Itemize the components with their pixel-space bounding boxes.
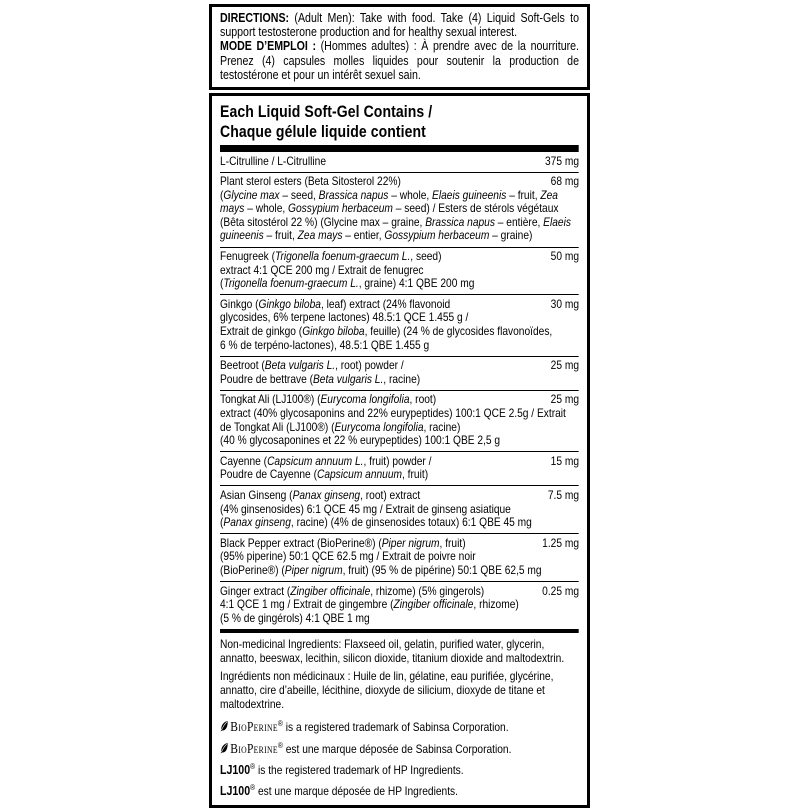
ingredient-first-line [220,250,579,264]
ingredient-line: (40 % glycosaponines et 22 % eurypeptides) 100:1 QBE 2,5 g [220,433,501,448]
ingredient-row [220,582,579,630]
directions-fr [220,39,579,82]
ingredient-line: (BioPerine®) (Piper nigrum, fruit) (95 % de pipérine) 50:1 QBE 62,5 mg [220,562,542,577]
ingredient-row [220,452,579,486]
ingredient-first-line [220,585,579,599]
ingredient-name: Tongkat Ali (LJ100®) (Eurycoma longifolia, root) [220,392,437,407]
ingredient-amount: 1.25 mg [542,535,580,550]
ingredient-amount: 15 mg [550,453,580,468]
ingredient-name: Asian Ginseng (Panax ginseng, root) extract [220,487,421,502]
ingredient-name: Black Pepper extract (BioPerine®) (Piper nigrum, fruit) [220,535,466,550]
ingredient-row [220,152,579,173]
bioperine-brand: BioPerine [230,718,278,734]
ingredient-amount: 7.5 mg [547,487,580,502]
ingredient-amount: 30 mg [550,296,580,311]
ingredient-first-line [220,155,579,169]
ingredient-line: 4:1 QCE 1 mg / Extrait de gingembre (Zingiber officinale, rhizome) [220,597,519,612]
ingredients-list [220,152,579,630]
registered-mark: ® [277,740,283,750]
ingredient-line: de Tongkat Ali (LJ100®) (Eurycoma longifolia, racine) [220,419,461,434]
ingredient-line: guineenis – fruit, Zea mays – entier, Gossypium herbaceum – graine) [220,228,533,243]
trademark-text: est une marque déposée de HP Ingredients. [255,783,458,798]
ingredient-amount: 25 mg [550,358,580,373]
ingredient-line: Extrait de ginkgo (Ginkgo biloba, feuille) (24 % de glycosides flavonoïdes, [220,324,553,339]
panel-title-line2: Chaque gélule liquide contient [220,122,426,141]
lj100-brand: LJ100 [220,762,251,777]
supplement-label [209,4,590,808]
ingredient-name: Ginger extract (Zingiber officinale, rhizome) (5% gingerols) [220,583,485,598]
trademark-text: est une marque déposée de Sabinsa Corporation. [282,741,512,756]
directions-en-text: (Adult Men): Take with food. Take (4) Liquid Soft-Gels to support testosterone production and for healthy sexual interest. [220,11,580,40]
panel-title-line1: Each Liquid Soft-Gel Contains / [220,103,433,122]
trademark-text: is a registered trademark of Sabinsa Corporation. [282,719,509,734]
ingredient-line: (Trigonella foenum-graecum L., graine) 4:1 QBE 200 mg [220,276,475,291]
ingredient-line: (Bêta sitostérol 22 %) (Glycine max – graine, Brassica napus – entière, Elaeis [220,214,571,229]
ingredient-row [220,534,579,582]
lj100-brand: LJ100 [220,783,251,798]
panel-title [220,103,579,142]
ingredient-first-line [220,359,579,373]
ingredient-line: (5 % de gingérols) 4:1 QBE 1 mg [220,610,370,625]
non-medicinal-fr: Ingrédients non médicinaux : Huile de lin, gélatine, eau purifiée, glycérine, annatto, cire d’abeille, lécithine, dioxyde de silicium, dioxyde de titane et maltodextrine. [220,668,554,711]
ingredient-row [220,173,579,248]
ingredient-name: Beetroot (Beta vulgaris L., root) powder / [220,358,404,373]
directions-en [220,11,579,39]
directions-fr-text: (Hommes adultes) : À prendre avec de la nourriture. Prenez (4) capsules molles liquides pour soutenir la production de testostérone et pour un intérêt sexuel sain. [220,39,580,82]
ingredient-line: extract (40% glycosaponins and 22% eurypeptides) 100:1 QCE 2.5g / Extrait [220,406,566,421]
ingredient-first-line [220,393,579,407]
ingredient-line: mays – whole, Gossypium herbaceum – seed) / Esters de stérols végétaux [220,201,559,216]
ingredient-first-line [220,175,579,189]
ingredient-line: Poudre de bettrave (Beta vulgaris L., racine) [220,371,421,386]
ingredient-line: (Panax ginseng, racine) (4% de ginsenosides totaux) 6:1 QBE 45 mg [220,515,532,530]
ingredient-row [220,357,579,391]
ingredient-amount: 0.25 mg [542,583,580,598]
registered-mark: ® [250,761,256,771]
ingredient-name: Cayenne (Capsicum annuum L., fruit) powder / [220,453,432,468]
ingredient-name: Fenugreek (Trigonella foenum-graecum L., seed) [220,249,442,264]
registered-mark: ® [277,718,283,728]
directions-fr-lead: MODE D’EMPLOI : [220,39,317,54]
ingredient-name: Plant sterol esters (Beta Sitosterol 22%) [220,174,401,189]
ingredient-row [220,486,579,534]
ingredient-first-line [220,298,579,312]
leaf-icon [220,720,229,732]
trademark-line [220,719,579,735]
trademark-line [220,763,579,778]
divider-thick-bottom [220,630,579,633]
ingredient-row [220,248,579,296]
ingredient-first-line [220,537,579,551]
ingredient-amount: 50 mg [550,249,580,264]
ingredient-name: Ginkgo (Ginkgo biloba, leaf) extract (24% flavonoid [220,296,451,311]
registered-mark: ® [250,782,256,792]
trademark-text: is the registered trademark of HP Ingredients. [255,762,464,777]
leaf-icon [220,742,229,754]
ingredient-line: Poudre de Cayenne (Capsicum annuum, fruit) [220,467,429,482]
directions-en-lead: DIRECTIONS: [220,11,290,25]
ingredient-first-line [220,489,579,503]
facts-panel [209,93,590,808]
trademarks [220,719,579,799]
directions-box [209,4,590,90]
ingredient-amount: 68 mg [550,174,580,189]
trademark-line [220,784,579,799]
ingredient-line: 6 % de terpéno-lactones), 48.5:1 QBE 1.455 g [220,337,430,352]
ingredient-row [220,295,579,356]
ingredient-line: glycosides, 6% terpene lactones) 48.5:1 QCE 1.455 g / [220,310,469,325]
ingredient-amount: 375 mg [544,153,580,168]
ingredient-line: extract 4:1 QCE 200 mg / Extrait de fenugrec [220,262,424,277]
ingredient-row [220,391,579,452]
ingredient-line: (4% ginsenosides) 6:1 QCE 45 mg / Extrait de ginseng asiatique [220,501,511,516]
non-medicinal-en: Non-medicinal Ingredients: Flaxseed oil, gelatin, purified water, glycerin, annatto, beeswax, lecithin, silicon dioxide, titanium dioxide and maltodextrin. [220,636,565,665]
bioperine-brand: BioPerine [230,740,278,756]
trademark-line [220,741,579,757]
ingredient-name: L-Citrulline / L-Citrulline [220,153,327,168]
ingredient-line: (Glycine max – seed, Brassica napus – whole, Elaeis guineenis – fruit, Zea [220,187,558,202]
ingredient-amount: 25 mg [550,392,580,407]
ingredient-line: (95% piperine) 50:1 QCE 62.5 mg / Extrait de poivre noir [220,549,476,564]
ingredient-first-line [220,455,579,469]
divider-thick-top [220,145,579,152]
